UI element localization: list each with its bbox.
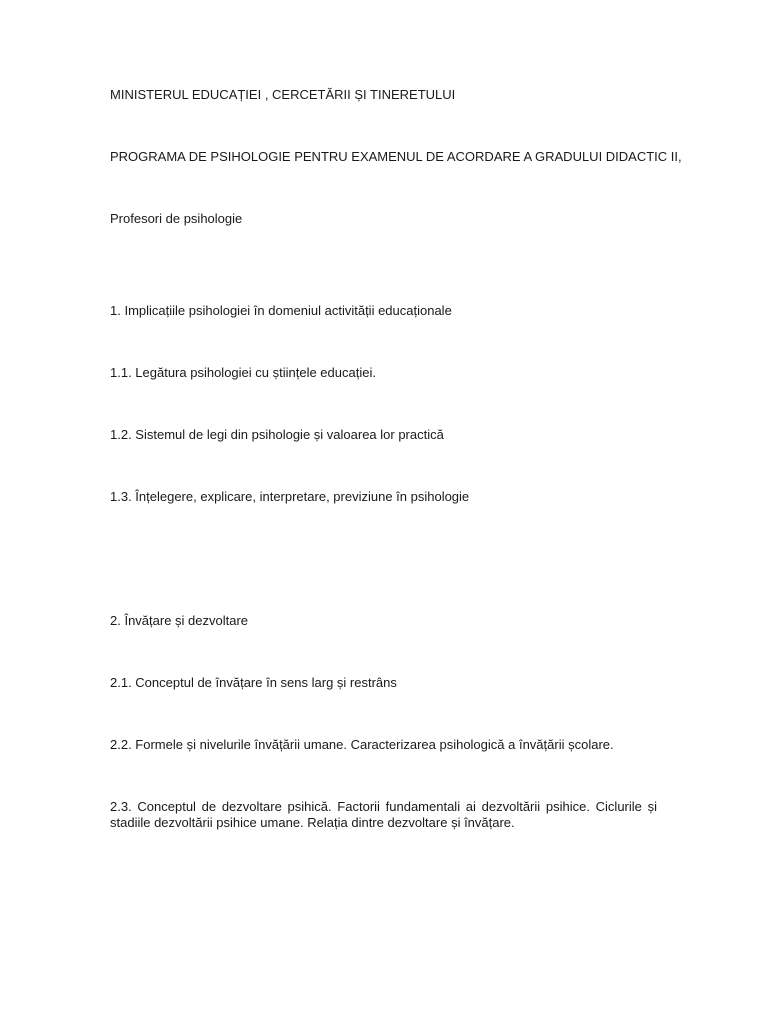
section-1-item-2: 1.2. Sistemul de legi din psihologie și valoarea lor practică	[110, 427, 444, 442]
section-2-item-3: 2.3. Conceptul de dezvoltare psihică. Factorii fundamentali ai dezvoltării psihice. Ciclurile și stadiile dezvoltării psihice umane. Relația dintre dezvoltare și învățare.	[110, 799, 657, 830]
section-2-item-1: 2.1. Conceptul de învățare în sens larg și restrâns	[110, 675, 397, 690]
program-title: PROGRAMA DE PSIHOLOGIE PENTRU EXAMENUL DE ACORDARE A GRADULUI DIDACTIC II,	[110, 149, 682, 164]
ministry-heading: MINISTERUL EDUCAȚIEI , CERCETĂRII ȘI TINERETULUI	[110, 87, 456, 102]
section-1-heading: 1. Implicațiile psihologiei în domeniul activității educaționale	[110, 303, 452, 318]
section-2-item-2: 2.2. Formele și nivelurile învățării umane. Caracterizarea psihologică a învățării școlare.	[110, 737, 614, 752]
section-2-heading: 2. Învățare și dezvoltare	[110, 613, 249, 628]
section-1-item-1: 1.1. Legătura psihologiei cu științele educației.	[110, 365, 376, 380]
audience-line: Profesori de psihologie	[110, 211, 243, 226]
section-1-item-3: 1.3. Înțelegere, explicare, interpretare, previziune în psihologie	[110, 489, 470, 504]
